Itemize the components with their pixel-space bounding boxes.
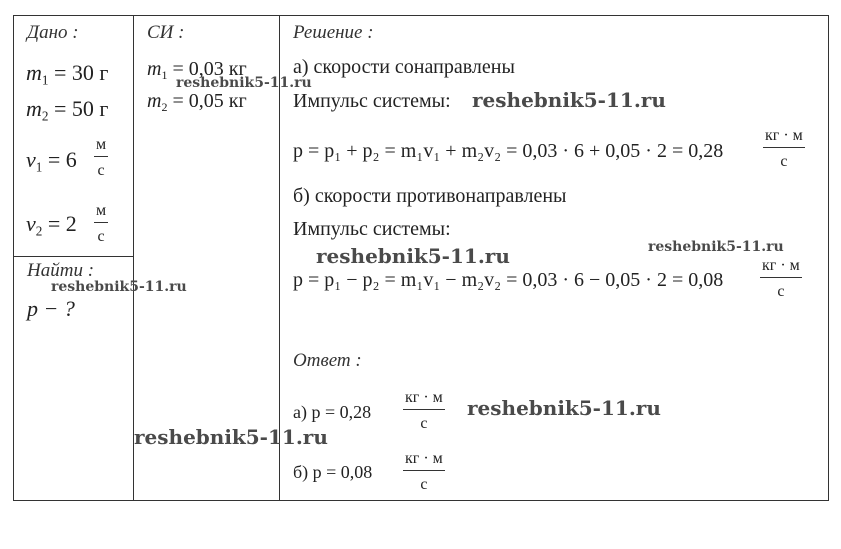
watermark: reshebnik5-11.ru xyxy=(648,239,784,255)
header-solution: Решение : xyxy=(293,22,374,43)
watermark: reshebnik5-11.ru xyxy=(316,244,510,268)
header-si: СИ : xyxy=(147,22,185,43)
solution-unit-b: кг · м с xyxy=(762,257,800,300)
watermark: reshebnik5-11.ru xyxy=(51,279,187,295)
watermark: reshebnik5-11.ru xyxy=(467,396,661,420)
solution-formula-a: p = p₁ + p₂ = m₁v₁ + m₂v₂ = 0,03 · 6 + 0,05 · 2 = 0,28 xyxy=(293,140,724,162)
solution-case-b: б) скорости противонаправлены xyxy=(293,185,567,207)
solution-formula-b: p = p₁ − p₂ = m₁v₁ − m₂v₂ = 0,03 · 6 − 0,05 · 2 = 0,08 xyxy=(293,269,724,291)
find-quantity: p − ? xyxy=(27,296,75,321)
watermark: reshebnik5-11.ru xyxy=(134,425,328,449)
answer-a: а) p = 0,28 xyxy=(293,402,372,422)
si-m2: $m_2 = 0,05$ кг xyxy=(147,90,247,115)
answer-a-unit: кг · м с xyxy=(405,389,443,432)
watermark: reshebnik5-11.ru xyxy=(472,88,666,112)
solution-unit-a: кг · м с xyxy=(765,127,803,170)
solution-impulse-label-a: Импульс системы: xyxy=(293,90,451,112)
row-divider-find xyxy=(13,256,134,257)
header-find: Найти : xyxy=(27,260,95,281)
given-v2: $v_2 = 2$ xyxy=(26,211,77,239)
given-v1-unit: м с xyxy=(96,136,107,179)
answer-label: Ответ : xyxy=(293,350,362,371)
watermark: reshebnik5-11.ru xyxy=(176,75,312,91)
given-m1: $m_1 = 30$ г xyxy=(26,60,109,88)
si-m1: $m_1 = 0,03$ кг xyxy=(147,58,247,83)
header-given: Дано : xyxy=(27,22,79,43)
answer-b: б) p = 0,08 xyxy=(293,462,373,482)
given-v1: $v_1 = 6$ xyxy=(26,147,77,175)
solution-case-a: а) скорости сонаправлены xyxy=(293,56,515,78)
answer-b-unit: кг · м с xyxy=(405,450,443,493)
solution-impulse-label-b: Импульс системы: xyxy=(293,218,451,240)
given-v2-unit: м с xyxy=(96,202,107,245)
given-m2: $m_2 = 50$ г xyxy=(26,96,109,124)
